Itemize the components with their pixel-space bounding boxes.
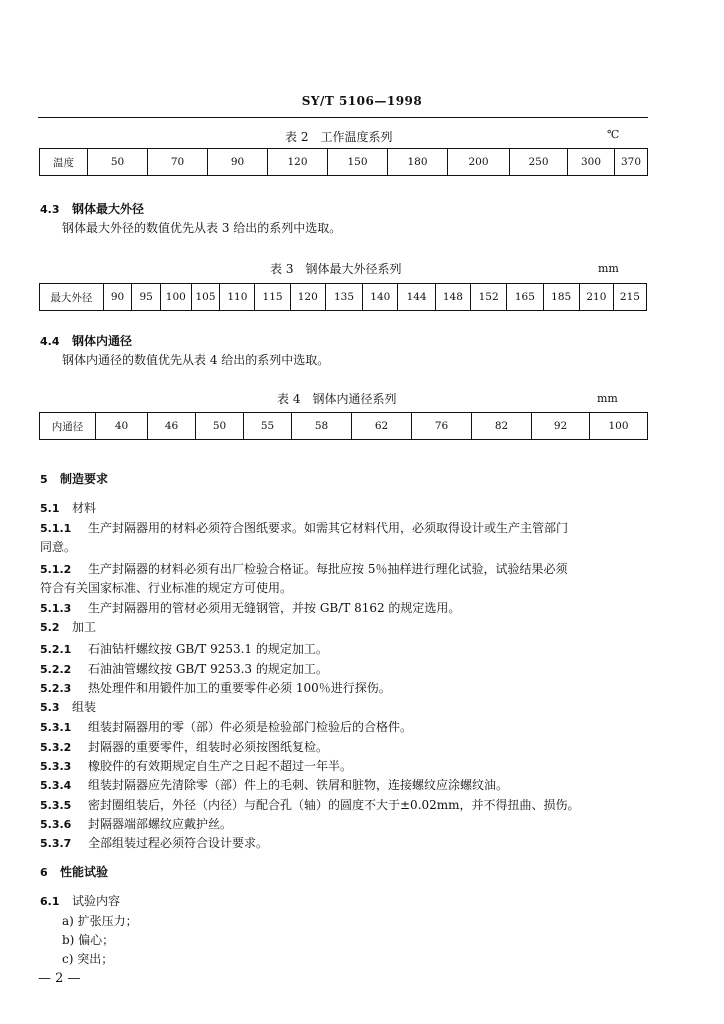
clause-text: 生产封隔器用的管材必须用无缝钢管，并按 GB/T 8162 的规定选用。 [88,601,461,615]
section-number: 5.1 [40,502,60,515]
section-6-1-heading [40,892,120,911]
section-number: 5.2 [40,621,60,634]
table2-cell: 370 [615,149,648,176]
table3-cell: 210 [579,284,613,311]
clause-number: 5.3.4 [40,779,72,792]
table4-cell: 82 [472,413,532,440]
table3-unit: mm [598,262,619,275]
page-header: SY/T 5106—1998 [301,94,423,108]
clause-text: 封隔器的重要零件，组装时必须按图纸复检。 [88,740,329,754]
section-5-2-heading [40,618,96,637]
clause-text: 石油钻杆螺纹按 GB/T 9253.1 的规定加工。 [88,642,328,656]
table4-row [40,413,648,440]
clause-5-1-2-cont: 符合有关国家标准、行业标准的规定方可使用。 [40,581,293,595]
clause-text: 热处理件和用锻件加工的重要零件必须 100％进行探伤。 [88,681,391,695]
section-number: 5.3 [40,701,60,714]
table3-row [40,284,647,311]
table3-cell: 185 [543,284,579,311]
clause-5-1-1 [40,519,648,538]
section-4-4-body: 钢体内通径的数值优先从表 4 给出的系列中选取。 [62,353,330,367]
table2-cell: 200 [448,149,510,176]
clause-5-3-1 [40,718,648,737]
table3-cell: 215 [613,284,646,311]
table4 [39,412,648,440]
table4-cell: 46 [148,413,196,440]
list-item: b) 偏心； [62,933,115,947]
table4-cell: 100 [590,413,648,440]
clause-number: 5.3.7 [40,837,72,850]
clause-text: 封隔器端部螺纹应戴护丝。 [88,817,233,831]
table3-cell: 100 [160,284,191,311]
section-title: 试验内容 [72,894,121,908]
section-title: 材料 [72,501,97,515]
table2-cell: 90 [208,149,268,176]
section-5-3-heading [40,698,96,717]
table3-cell: 110 [220,284,255,311]
table2 [39,148,648,176]
section-title: 钢体最大外径 [72,202,145,216]
table4-cell: 62 [352,413,412,440]
clause-5-3-3 [40,757,648,776]
clause-5-1-2 [40,560,648,579]
table2-cell: 50 [88,149,148,176]
list-item: a) 扩张压力； [62,914,138,928]
table2-cell: 250 [510,149,568,176]
table3-cell: 90 [103,284,132,311]
clause-text: 生产封隔器用的材料必须符合图纸要求。如需其它材料代用，必须取得设计或生产主管部门 [88,521,569,535]
section-title: 组装 [72,700,97,714]
table4-cell: 58 [292,413,352,440]
clause-number: 5.3.5 [40,799,72,812]
table4-cell: 40 [96,413,148,440]
section-6-heading [40,863,108,882]
clause-5-3-6 [40,815,648,834]
table2-label: 温度 [40,149,88,176]
clause-text: 橡胶件的有效期规定自生产之日起不超过一年半。 [88,759,353,773]
table3-cell: 115 [255,284,290,311]
table3-cell: 148 [435,284,470,311]
table4-cell: 55 [244,413,292,440]
table3 [39,283,647,311]
clause-number: 5.3.2 [40,741,72,754]
clause-5-3-5 [40,796,648,815]
table3-cell: 144 [398,284,435,311]
table2-cell: 300 [568,149,615,176]
table2-cell: 150 [328,149,388,176]
clause-5-3-4 [40,776,648,795]
clause-number: 5.2.1 [40,643,72,656]
clause-number: 5.3.3 [40,760,72,773]
page-number: — 2 — [38,971,81,986]
table2-cell: 70 [148,149,208,176]
clause-number: 5.2.3 [40,682,72,695]
table3-cell: 165 [507,284,543,311]
table3-cell: 140 [363,284,398,311]
table3-cell: 135 [325,284,362,311]
clause-text: 石油油管螺纹按 GB/T 9253.3 的规定加工。 [88,662,328,676]
section-number: 6 [40,866,48,879]
clause-number: 5.3.1 [40,721,72,734]
table4-cell: 50 [196,413,244,440]
clause-text: 密封圈组装后，外径（内径）与配合孔（轴）的圆度不大于±0.02mm，并不得扭曲、损伤。 [88,798,580,812]
section-4-3-body: 钢体最大外径的数值优先从表 3 给出的系列中选取。 [62,221,342,235]
clause-number: 5.1.3 [40,602,72,615]
section-number: 6.1 [40,895,60,908]
table4-cell: 76 [412,413,472,440]
clause-text: 组装封隔器应先清除零（部）件上的毛刺、铁屑和脏物，连接螺纹应涂螺纹油。 [88,778,509,792]
clause-5-2-2 [40,660,648,679]
clause-text: 组装封隔器用的零（部）件必须是检验部门检验后的合格件。 [88,720,413,734]
section-5-heading [40,470,108,489]
table4-label: 内通径 [40,413,96,440]
section-title: 加工 [72,620,97,634]
clause-number: 5.1.1 [40,522,72,535]
clause-5-2-3 [40,679,648,698]
table2-caption: 表 2 工作温度系列 [285,130,393,144]
section-4-4-heading [40,332,132,351]
section-number: 4.3 [40,203,60,216]
clause-text: 全部组装过程必须符合设计要求。 [88,836,269,850]
clause-number: 5.2.2 [40,663,72,676]
clause-5-3-7 [40,834,648,853]
section-number: 4.4 [40,335,60,348]
clause-text: 生产封隔器的材料必须有出厂检验合格证。每批应按 5％抽样进行理化试验，试验结果必须 [88,562,568,576]
clause-5-3-2 [40,738,648,757]
table4-unit: mm [597,392,618,405]
list-item: c) 突出； [62,952,114,966]
table2-row [40,149,648,176]
header-rule [38,117,648,118]
table4-cell: 92 [532,413,590,440]
section-title: 钢体内通径 [72,334,133,348]
table3-cell: 120 [290,284,325,311]
section-title: 性能试验 [60,865,109,879]
clause-5-2-1 [40,640,648,659]
table3-cell: 152 [470,284,506,311]
table2-cell: 180 [388,149,448,176]
table3-cell: 95 [132,284,161,311]
table2-cell: 120 [268,149,328,176]
table3-cell: 105 [191,284,220,311]
table2-unit: ℃ [607,128,620,141]
table4-caption: 表 4 钢体内通径系列 [277,392,397,406]
table3-caption: 表 3 钢体最大外径系列 [270,262,402,276]
section-number: 5 [40,473,48,486]
section-4-3-heading [40,200,144,219]
clause-number: 5.3.6 [40,818,72,831]
clause-5-1-1-cont: 同意。 [40,540,77,554]
section-5-1-heading [40,499,96,518]
table3-label: 最大外径 [40,284,104,311]
clause-5-1-3 [40,599,648,618]
section-title: 制造要求 [60,472,109,486]
clause-number: 5.1.2 [40,563,72,576]
